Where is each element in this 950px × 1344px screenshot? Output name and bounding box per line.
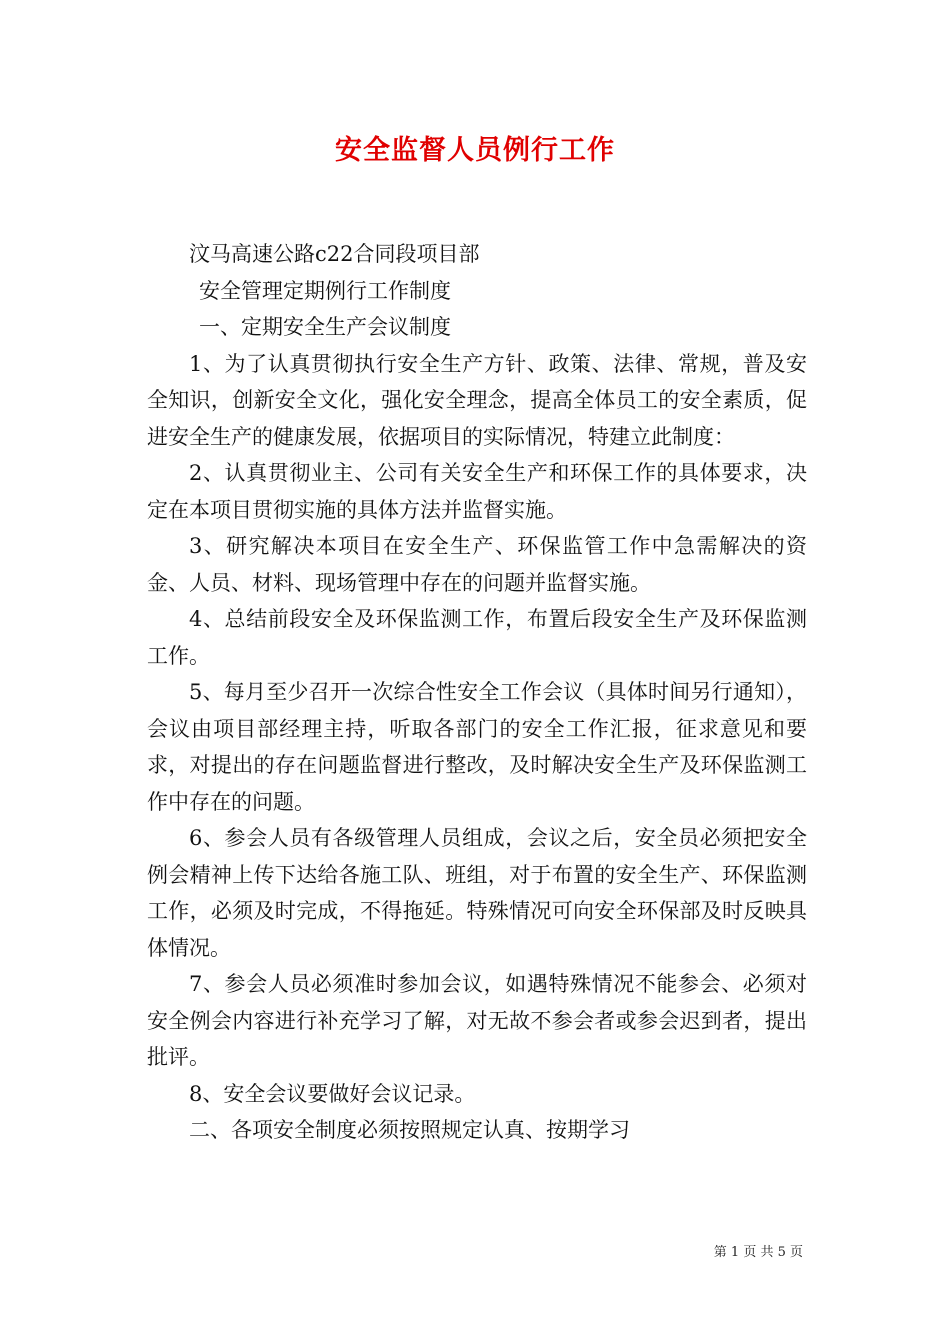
regulation-title-line: 安全管理定期例行工作制度: [199, 278, 451, 303]
paragraph-4: 4、总结前段安全及环保监测工作，布置后段安全生产及环保监测工作。: [147, 607, 807, 668]
paragraph-1: 1、为了认真贯彻执行安全生产方针、政策、法律、常规，普及安全知识，创新安全文化，强化安全理念，提高全体员工的安全素质，促进安全生产的健康发展，依据项目的实际情况，特建立此制度：: [147, 351, 807, 449]
page-number: 第 1 页 共 5 页: [713, 1245, 803, 1260]
paragraph-5: 5、每月至少召开一次综合性安全工作会议（具体时间另行通知），会议由项目部经理主持，听取各部门的安全工作汇报，征求意见和要求，对提出的存在问题监督进行整改，及时解决安全生产及环保监测工作中存在的问题。: [147, 680, 807, 814]
paragraph-3: 3、研究解决本项目在安全生产、环保监管工作中急需解决的资金、人员、材料、现场管理中存在的问题并监督实施。: [147, 534, 807, 595]
paragraph-6: 6、参会人员有各级管理人员组成，会议之后，安全员必须把安全例会精神上传下达给各施工队、班组，对于布置的安全生产、环保监测工作，必须及时完成，不得拖延。特殊情况可向安全环保部及时反映具体情况。: [147, 826, 807, 960]
section-heading-2: 二、各项安全制度必须按照规定认真、按期学习: [189, 1118, 630, 1142]
paragraph-8: 8、安全会议要做好会议记录。: [189, 1081, 476, 1106]
paragraph-7: 7、参会人员必须准时参加会议，如遇特殊情况不能参会、必须对安全例会内容进行补充学习了解，对无故不参会者或参会迟到者，提出批评。: [147, 972, 807, 1069]
project-header-line: 汶马高速公路c22合同段项目部: [189, 242, 480, 266]
document-title: 安全监督人员例行工作: [335, 135, 615, 166]
section-heading-1: 一、定期安全生产会议制度: [199, 315, 451, 339]
paragraph-2: 2、认真贯彻业主、公司有关安全生产和环保工作的具体要求，决定在本项目贯彻实施的具体方法并监督实施。: [147, 461, 807, 522]
document-body: [147, 236, 807, 1149]
